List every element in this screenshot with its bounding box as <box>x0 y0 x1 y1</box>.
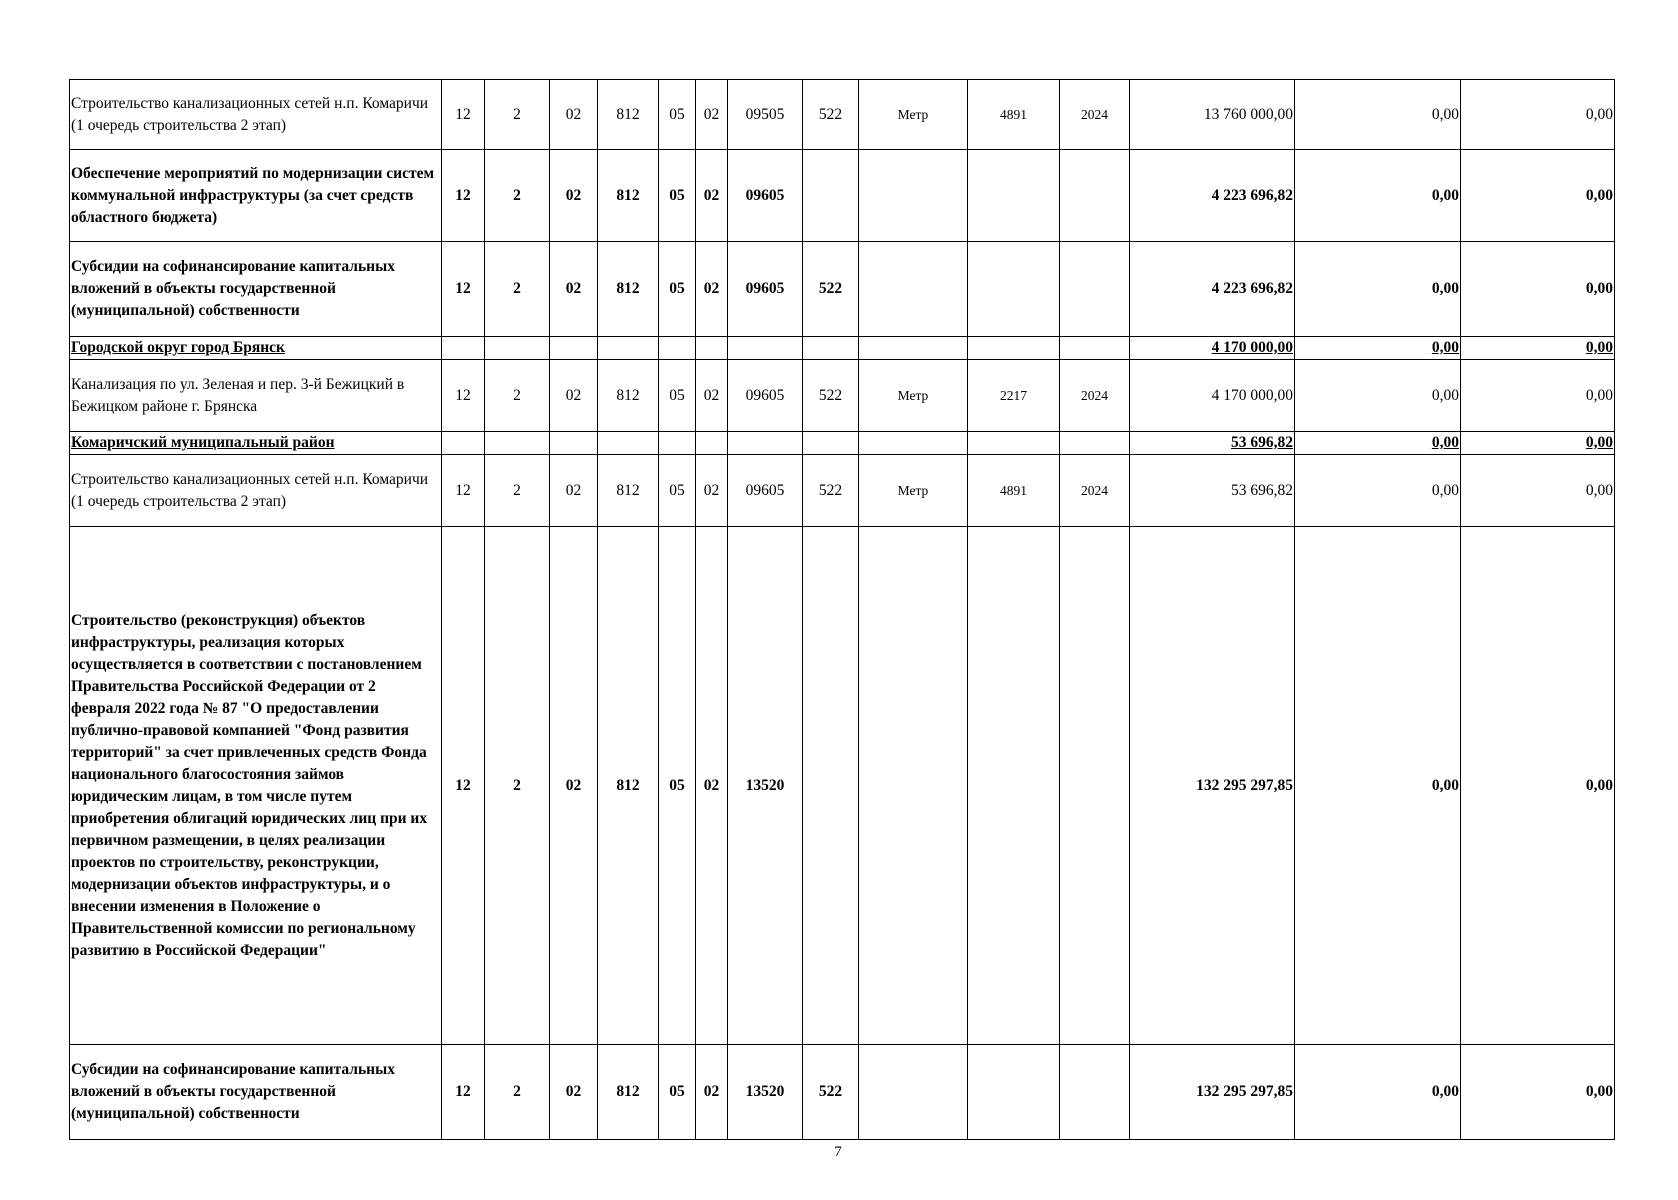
quantity-cell <box>968 1045 1060 1140</box>
code-7: 09505 <box>728 80 803 150</box>
sum-2: 0,00 <box>1295 455 1461 527</box>
code-7: 13520 <box>728 1045 803 1140</box>
quantity-cell <box>968 527 1060 1045</box>
code-5: 05 <box>659 527 696 1045</box>
code-2: 2 <box>485 527 550 1045</box>
quantity-cell: 4891 <box>968 455 1060 527</box>
year-cell: 2024 <box>1060 80 1130 150</box>
code-1 <box>442 337 485 360</box>
table-row <box>70 337 1615 360</box>
table-row <box>70 242 1615 337</box>
sum-2: 0,00 <box>1295 1045 1461 1140</box>
code-8: 522 <box>803 242 859 337</box>
code-8 <box>803 150 859 242</box>
unit-cell <box>859 1045 968 1140</box>
code-7 <box>728 337 803 360</box>
sum-2: 0,00 <box>1295 242 1461 337</box>
code-2: 2 <box>485 242 550 337</box>
page-number: 7 <box>834 1144 842 1160</box>
sum-1: 13 760 000,00 <box>1130 80 1295 150</box>
code-2: 2 <box>485 360 550 432</box>
sum-3: 0,00 <box>1461 337 1615 360</box>
code-3: 02 <box>550 360 598 432</box>
code-3: 02 <box>550 80 598 150</box>
quantity-cell <box>968 242 1060 337</box>
code-8: 522 <box>803 1045 859 1140</box>
code-4: 812 <box>598 1045 659 1140</box>
code-7: 09605 <box>728 360 803 432</box>
table-row <box>70 150 1615 242</box>
code-6 <box>696 337 728 360</box>
row-name: Обеспечение мероприятий по модернизации систем коммунальной инфраструктуры (за счет средств областного бюджета) <box>70 150 442 242</box>
sum-1: 132 295 297,85 <box>1130 1045 1295 1140</box>
quantity-cell: 2217 <box>968 360 1060 432</box>
code-5: 05 <box>659 455 696 527</box>
year-cell <box>1060 242 1130 337</box>
unit-cell <box>859 432 968 455</box>
quantity-cell <box>968 432 1060 455</box>
sum-1: 53 696,82 <box>1130 455 1295 527</box>
unit-cell <box>859 150 968 242</box>
table-row <box>70 527 1615 1045</box>
year-cell <box>1060 337 1130 360</box>
code-7: 09605 <box>728 455 803 527</box>
code-5: 05 <box>659 242 696 337</box>
sum-1: 4 170 000,00 <box>1130 360 1295 432</box>
sum-3: 0,00 <box>1461 527 1615 1045</box>
sum-2: 0,00 <box>1295 150 1461 242</box>
sum-3: 0,00 <box>1461 432 1615 455</box>
table-row <box>70 455 1615 527</box>
code-7: 13520 <box>728 527 803 1045</box>
code-7: 09605 <box>728 150 803 242</box>
quantity-cell <box>968 150 1060 242</box>
code-3: 02 <box>550 150 598 242</box>
code-6: 02 <box>696 527 728 1045</box>
quantity-cell <box>968 337 1060 360</box>
row-name: Строительство (реконструкция) объектов инфраструктуры, реализация которых осуществляется в соответствии с постановлением Правительства Российской Федерации от 2 февраля 2022 года № 87 "О предоставлении публично-правовой компанией "Фонд развития территорий" за счет привлеченных средств Фонда национального благосостояния займов юридическим лицам, в том числе путем приобретения облигаций юридических лиц при их первичном размещении, в целях реализации проектов по строительству, реконструкции, модернизации объектов инфраструктуры, и о внесении изменения в Положение о Правительственной комиссии по региональному развитию в Российской Федерации" <box>70 527 442 1045</box>
code-3: 02 <box>550 455 598 527</box>
unit-cell <box>859 527 968 1045</box>
code-8 <box>803 337 859 360</box>
code-2: 2 <box>485 150 550 242</box>
table-body <box>70 80 1615 1140</box>
row-name: Городской округ город Брянск <box>70 337 442 360</box>
code-5: 05 <box>659 1045 696 1140</box>
year-cell <box>1060 527 1130 1045</box>
code-6: 02 <box>696 80 728 150</box>
row-name: Субсидии на софинансирование капитальных вложений в объекты государственной (муниципальной) собственности <box>70 1045 442 1140</box>
code-8: 522 <box>803 80 859 150</box>
unit-cell <box>859 242 968 337</box>
sum-3: 0,00 <box>1461 360 1615 432</box>
sum-1: 4 223 696,82 <box>1130 150 1295 242</box>
code-8 <box>803 527 859 1045</box>
code-2 <box>485 432 550 455</box>
sum-1: 4 170 000,00 <box>1130 337 1295 360</box>
code-5 <box>659 432 696 455</box>
code-8: 522 <box>803 455 859 527</box>
code-4: 812 <box>598 242 659 337</box>
code-1: 12 <box>442 242 485 337</box>
sum-2: 0,00 <box>1295 360 1461 432</box>
unit-cell: Метр <box>859 80 968 150</box>
sum-2: 0,00 <box>1295 337 1461 360</box>
code-4: 812 <box>598 455 659 527</box>
year-cell <box>1060 432 1130 455</box>
code-5: 05 <box>659 80 696 150</box>
sum-2: 0,00 <box>1295 432 1461 455</box>
code-7: 09605 <box>728 242 803 337</box>
sum-3: 0,00 <box>1461 80 1615 150</box>
code-3 <box>550 432 598 455</box>
table-row <box>70 360 1615 432</box>
code-2: 2 <box>485 455 550 527</box>
code-8 <box>803 432 859 455</box>
table-row <box>70 80 1615 150</box>
row-name: Субсидии на софинансирование капитальных вложений в объекты государственной (муниципальной) собственности <box>70 242 442 337</box>
code-4: 812 <box>598 527 659 1045</box>
code-1 <box>442 432 485 455</box>
code-5: 05 <box>659 360 696 432</box>
code-6: 02 <box>696 360 728 432</box>
unit-cell: Метр <box>859 455 968 527</box>
row-name: Комаричский муниципальный район <box>70 432 442 455</box>
code-6: 02 <box>696 1045 728 1140</box>
code-1: 12 <box>442 80 485 150</box>
code-1: 12 <box>442 455 485 527</box>
row-name: Строительство канализационных сетей н.п. Комаричи (1 очередь строительства 2 этап) <box>70 80 442 150</box>
code-1: 12 <box>442 1045 485 1140</box>
row-name: Канализация по ул. Зеленая и пер. 3-й Бежицкий в Бежицком районе г. Брянска <box>70 360 442 432</box>
table-row <box>70 432 1615 455</box>
code-1: 12 <box>442 150 485 242</box>
quantity-cell: 4891 <box>968 80 1060 150</box>
code-4 <box>598 432 659 455</box>
unit-cell: Метр <box>859 360 968 432</box>
sum-3: 0,00 <box>1461 455 1615 527</box>
year-cell: 2024 <box>1060 360 1130 432</box>
sum-1: 132 295 297,85 <box>1130 527 1295 1045</box>
code-7 <box>728 432 803 455</box>
year-cell <box>1060 150 1130 242</box>
code-5: 05 <box>659 150 696 242</box>
sum-3: 0,00 <box>1461 242 1615 337</box>
code-3: 02 <box>550 527 598 1045</box>
sum-3: 0,00 <box>1461 150 1615 242</box>
code-5 <box>659 337 696 360</box>
code-8: 522 <box>803 360 859 432</box>
row-name: Строительство канализационных сетей н.п. Комаричи (1 очередь строительства 2 этап) <box>70 455 442 527</box>
code-2: 2 <box>485 1045 550 1140</box>
sum-2: 0,00 <box>1295 527 1461 1045</box>
year-cell <box>1060 1045 1130 1140</box>
code-2: 2 <box>485 80 550 150</box>
code-3: 02 <box>550 242 598 337</box>
code-3: 02 <box>550 1045 598 1140</box>
code-6: 02 <box>696 150 728 242</box>
sum-3: 0,00 <box>1461 1045 1615 1140</box>
budget-table <box>69 79 1615 1140</box>
code-1: 12 <box>442 360 485 432</box>
code-6: 02 <box>696 242 728 337</box>
unit-cell <box>859 337 968 360</box>
year-cell: 2024 <box>1060 455 1130 527</box>
code-4: 812 <box>598 150 659 242</box>
table-row <box>70 1045 1615 1140</box>
code-4 <box>598 337 659 360</box>
code-4: 812 <box>598 360 659 432</box>
code-6 <box>696 432 728 455</box>
code-4: 812 <box>598 80 659 150</box>
sum-2: 0,00 <box>1295 80 1461 150</box>
code-3 <box>550 337 598 360</box>
code-1: 12 <box>442 527 485 1045</box>
sum-1: 4 223 696,82 <box>1130 242 1295 337</box>
code-6: 02 <box>696 455 728 527</box>
code-2 <box>485 337 550 360</box>
sum-1: 53 696,82 <box>1130 432 1295 455</box>
